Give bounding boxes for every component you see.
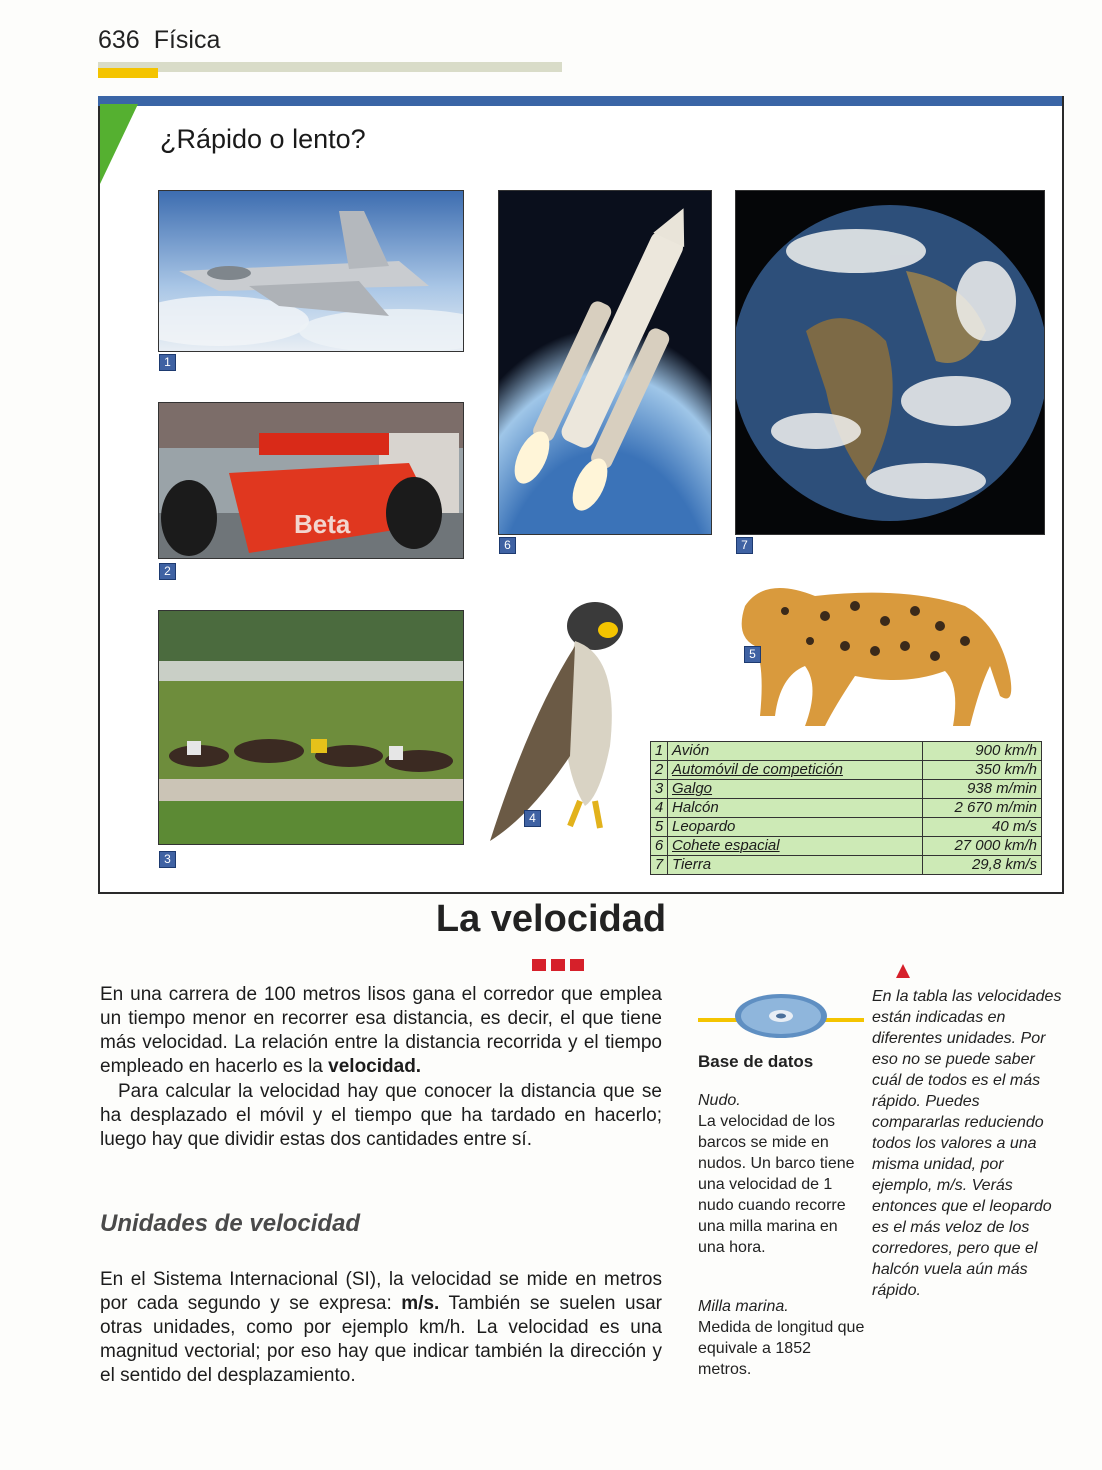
- paragraph-3-text-b: También se suelen usar otras unidades, como por ejemplo km/h. La velocidad es una magnitud vectorial; por eso hay que indicar también la dirección y el sentido del desplazamiento.: [100, 1293, 662, 1386]
- row-value: 350 km/h: [923, 761, 1042, 780]
- table-row: [651, 856, 1042, 875]
- badge-7: 7: [736, 537, 753, 554]
- table-row: [651, 799, 1042, 818]
- section-name: Física: [153, 26, 221, 54]
- table-row: [651, 780, 1042, 799]
- table-row: [651, 761, 1042, 780]
- row-name: Halcón: [668, 799, 923, 818]
- row-number: 5: [651, 818, 668, 837]
- paragraph-2: Para calcular la velocidad hay que conocer la distancia que se ha desplazado el móvil y el tiempo que ha tardado en hacerlo; luego hay que dividir estas dos cantidades entre sí.: [100, 1081, 662, 1150]
- row-name: Leopardo: [668, 818, 923, 837]
- header-rule-accent: [98, 68, 158, 78]
- cd-icon: [698, 986, 864, 1046]
- row-value: 2 670 m/min: [923, 799, 1042, 818]
- row-number: 1: [651, 742, 668, 761]
- table-row: [651, 818, 1042, 837]
- database-definition-1: La velocidad de los barcos se mide en nudos. Un barco tiene una velocidad de 1 nudo cuando recorre una milla marina en una hora.: [698, 1113, 855, 1256]
- badge-3: 3: [159, 851, 176, 868]
- margin-note: En la tabla las velocidades están indicadas en diferentes unidades. Por eso no se puede saber cuál de todos es el más rápido. Puedes compararlas reduciendo todos los valores a una misma unidad, por ejemplo, m/s. Verás entonces que el leopardo es el más veloz de los corredores, pero que el halcón vuela aún más rápido.: [872, 988, 1062, 1299]
- paragraph-3-bold: m/s.: [401, 1293, 440, 1314]
- database-entry-2: [698, 1296, 868, 1380]
- database-term-1: Nudo.: [698, 1092, 741, 1109]
- row-name: Galgo: [668, 780, 923, 799]
- row-number: 6: [651, 837, 668, 856]
- feature-title: ¿Rápido o lento?: [160, 124, 366, 154]
- row-name: Cohete espacial: [668, 837, 923, 856]
- paragraph-3-text-a: En el Sistema Internacional (SI), la velocidad se mide en metros por cada segundo y se expresa:: [100, 1269, 662, 1314]
- falcon-illustration: [470, 596, 660, 850]
- row-value: 40 m/s: [923, 818, 1042, 837]
- database-entry-1: [698, 1090, 868, 1258]
- feature-top-bar: [98, 96, 1062, 106]
- race-car-photo: [158, 402, 464, 559]
- leopard-illustration: [725, 566, 1025, 732]
- speed-table: [650, 741, 1042, 875]
- row-value: 900 km/h: [923, 742, 1042, 761]
- header-rule: [98, 62, 562, 72]
- database-term-2: Milla marina.: [698, 1298, 789, 1315]
- page-header: [98, 26, 220, 55]
- row-number: 3: [651, 780, 668, 799]
- jet-photo: [158, 190, 464, 352]
- paragraph-3: [100, 1268, 662, 1388]
- table-row: [651, 742, 1042, 761]
- badge-1: 1: [159, 354, 176, 371]
- greyhound-photo: [158, 610, 464, 845]
- table-row: [651, 837, 1042, 856]
- badge-5: 5: [744, 646, 761, 663]
- feature-corner-triangle: [100, 104, 138, 184]
- rocket-photo: [498, 190, 712, 535]
- badge-6: 6: [499, 537, 516, 554]
- earth-photo: [735, 190, 1045, 535]
- note-triangle-icon: [896, 964, 910, 978]
- row-value: 938 m/min: [923, 780, 1042, 799]
- section-title: La velocidad: [435, 898, 667, 940]
- subheading: Unidades de velocidad: [100, 1210, 361, 1237]
- row-number: 7: [651, 856, 668, 875]
- row-name: Avión: [668, 742, 923, 761]
- database-title: Base de datos: [698, 1052, 814, 1071]
- row-value: 29,8 km/s: [923, 856, 1042, 875]
- paragraph-1-bold: velocidad.: [328, 1056, 422, 1077]
- row-name: Automóvil de competición: [668, 761, 923, 780]
- row-number: 4: [651, 799, 668, 818]
- row-name: Tierra: [668, 856, 923, 875]
- row-value: 27 000 km/h: [923, 837, 1042, 856]
- section-title-marker: [532, 958, 589, 976]
- badge-2: 2: [159, 563, 176, 580]
- paragraph-1-text: En una carrera de 100 metros lisos gana el corredor que emplea un tiempo menor en recorrer esa distancia, es decir, el que tiene más velocidad. La relación entre la distancia recorrida y el tiempo empleado en hacerlo es la: [100, 984, 662, 1077]
- badge-4: 4: [524, 810, 541, 827]
- svg-text:Beta: Beta: [294, 509, 351, 539]
- page-number: 636: [98, 26, 140, 54]
- paragraph-1: [100, 983, 662, 1079]
- database-definition-2: Medida de longitud que equivale a 1852 metros.: [698, 1319, 865, 1378]
- row-number: 2: [651, 761, 668, 780]
